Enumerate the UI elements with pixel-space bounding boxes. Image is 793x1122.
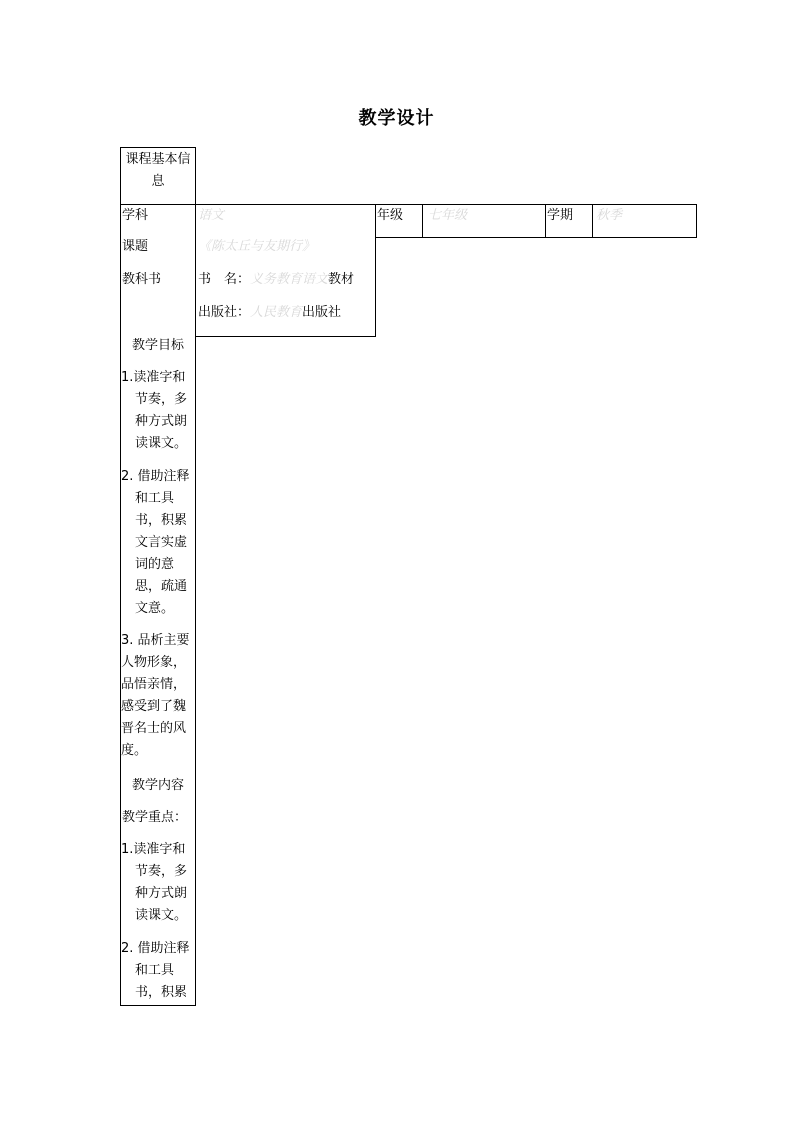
goal-item-text: 感受到了魏 — [121, 699, 187, 714]
content-item-text: 节奏，多 — [135, 864, 188, 879]
book-name-row — [198, 269, 354, 291]
grade-label-cell — [375, 204, 423, 238]
content-item-text: 读课文。 — [135, 908, 188, 923]
topic-label-cell — [120, 237, 196, 271]
goal-item-text: 人物形象， — [121, 655, 187, 670]
grade-label: 年级 — [377, 208, 404, 223]
content-item — [121, 938, 195, 1004]
term-label-cell — [545, 204, 593, 238]
content-item-text: 和工具 — [135, 963, 175, 978]
goal-item — [121, 466, 195, 620]
key-points-label: 教学重点： — [122, 810, 188, 825]
content-item — [121, 839, 195, 927]
goal-item — [121, 630, 195, 762]
goals-list-cell — [120, 369, 196, 776]
goal-item-text: 1.读准字和 — [121, 370, 186, 385]
goal-item-text: 品悟亲情， — [121, 677, 187, 692]
book-name-suffix: 教材 — [328, 272, 355, 287]
goal-item-text: 文言实虚 — [135, 535, 188, 550]
textbook-value-cell — [195, 270, 376, 337]
term-value-cell — [592, 204, 697, 238]
grade-value-cell — [422, 204, 546, 238]
goal-item-text: 节奏，多 — [135, 392, 188, 407]
goal-item-text: 词的意 — [135, 557, 175, 572]
goal-item-text: 文意。 — [135, 601, 175, 616]
goal-item — [121, 367, 195, 455]
section-basic-info-label-1: 课程基本信 — [125, 152, 191, 167]
goal-item-text: 晋名士的风 — [121, 721, 187, 736]
content-item-text: 种方式朗 — [135, 886, 188, 901]
topic-label: 课题 — [122, 239, 149, 254]
goal-item-text: 3. 品析主要 — [121, 633, 190, 648]
content-item-text: 书，积累 — [135, 985, 188, 1000]
goal-item-text: 读课文。 — [135, 436, 188, 451]
publisher-row — [198, 302, 341, 324]
goal-item-text: 书，积累 — [135, 513, 188, 528]
content-header: 教学内容 — [131, 778, 184, 793]
section-basic-info-cell — [120, 147, 196, 205]
content-item-text: 1.读准字和 — [121, 842, 186, 857]
publisher-label: 出版社： — [198, 305, 251, 320]
term-value: 秋季 — [596, 208, 623, 223]
goal-item-text: 和工具 — [135, 491, 175, 506]
document-title: 教学设计 — [358, 108, 435, 129]
goal-item-text: 2. 借助注释 — [121, 469, 190, 484]
subject-value: 语文 — [198, 208, 225, 223]
goal-item-text: 思，疏通 — [135, 579, 188, 594]
content-header-cell — [120, 775, 196, 810]
topic-value: 《陈太丘与友期行》 — [198, 239, 316, 254]
content-item-text: 2. 借助注释 — [121, 941, 190, 956]
goals-header-cell — [120, 336, 196, 370]
section-basic-info-label-2: 息 — [151, 174, 165, 189]
book-name-label: 书 名： — [198, 272, 251, 287]
term-label: 学期 — [547, 208, 574, 223]
publisher-value: 人民教育 — [250, 305, 303, 320]
goal-item-text: 种方式朗 — [135, 414, 188, 429]
subject-label: 学科 — [122, 208, 149, 223]
content-list-cell — [120, 809, 196, 1006]
topic-value-cell — [195, 237, 376, 271]
publisher-suffix: 出版社 — [302, 305, 342, 320]
subject-value-cell — [195, 204, 376, 238]
subject-label-cell — [120, 204, 196, 238]
goals-header: 教学目标 — [131, 338, 184, 353]
book-name-value: 义务教育语文 — [250, 272, 329, 287]
textbook-label-cell — [120, 270, 196, 337]
grade-value: 七年级 — [428, 208, 468, 223]
textbook-label: 教科书 — [122, 272, 162, 287]
goal-item-text: 度。 — [121, 743, 148, 758]
